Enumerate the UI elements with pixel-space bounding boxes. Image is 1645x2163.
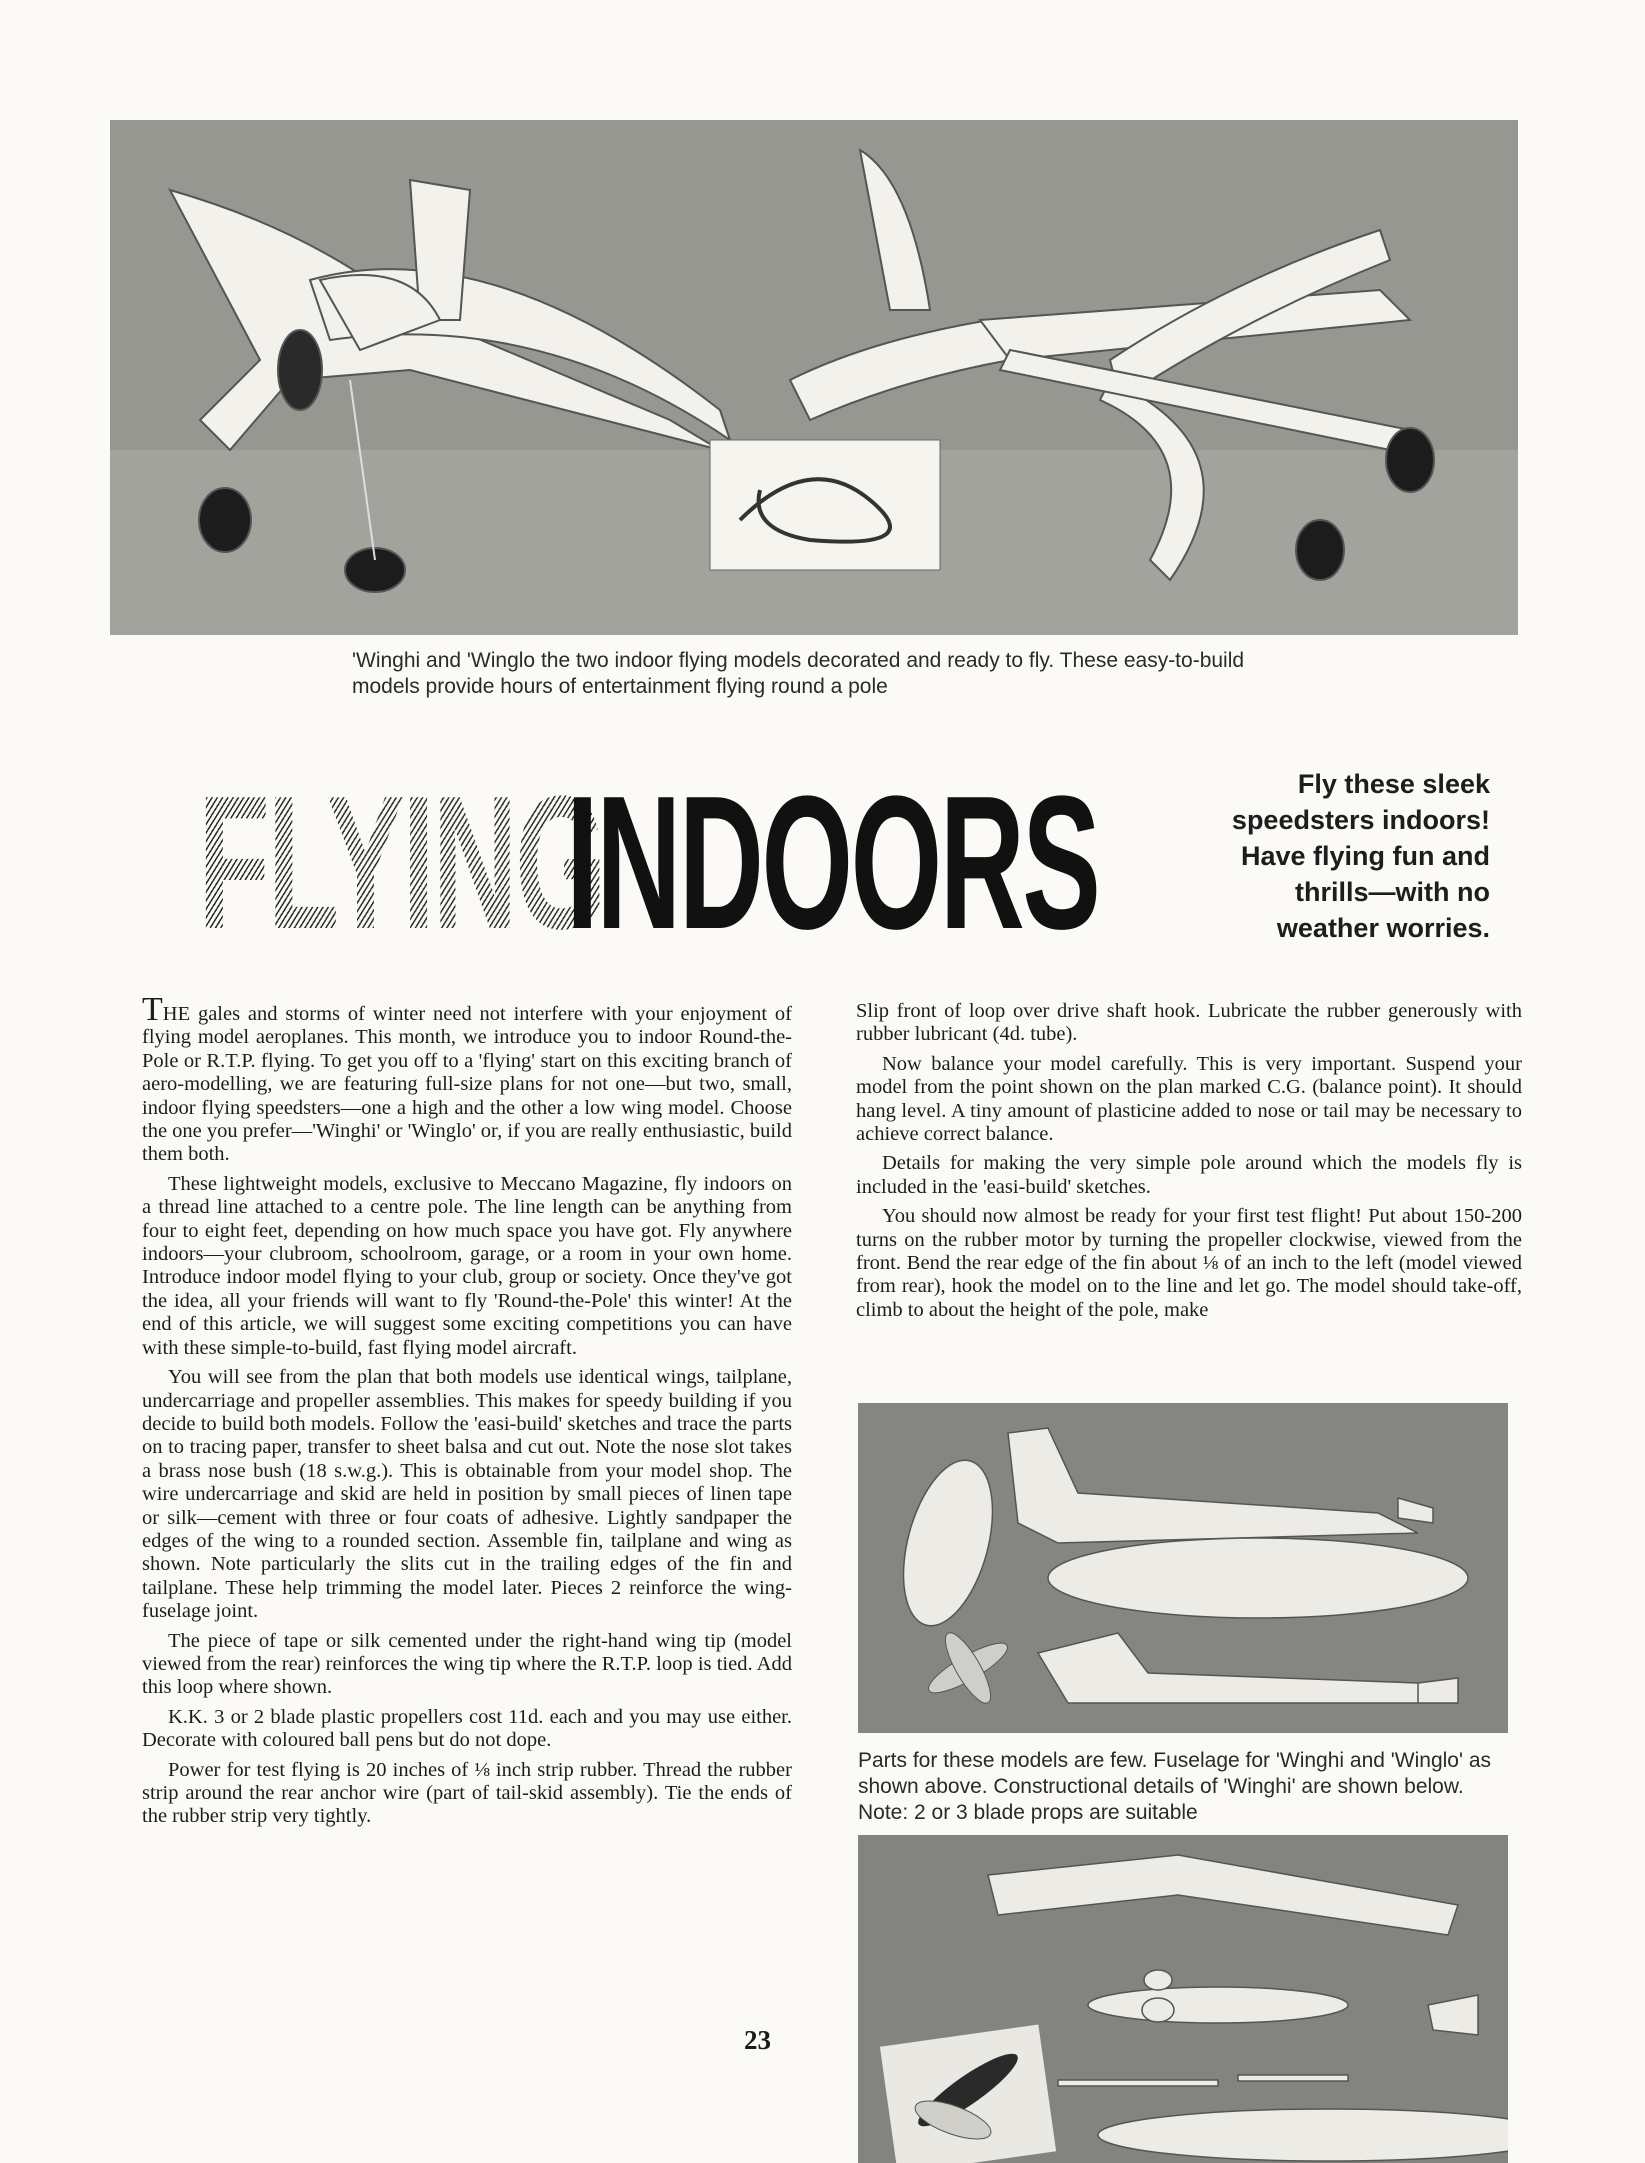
page-number: 23	[744, 2025, 771, 2055]
tagline: Fly these sleek speedsters indoors! Have flying fun and thrills—with no weather worries.	[1231, 769, 1490, 943]
paragraph: These lightweight models, exclusive to Meccano Magazine, fly indoors on a thread line attached to a centre pole. The line length can be anything from four to eight feet, depending on how much space you have got. Fly anywhere indoors—your clubroom, schoolroom, garage, or a room in your own home. Introduce indoor model flying to your club, group or society. Once they've got the idea, all your friends will want to fly 'Round-the-Pole' this winter! At the end of this article, we will suggest some exciting competitions you can have with these simple-to-build, fast flying model aircraft.	[142, 1172, 792, 1359]
paragraph: Now balance your model carefully. This is very important. Suspend your model from the point shown on the plan marked C.G. (balance point). It should hang level. A tiny amount of plasticine added to nose or tail may be necessary to achieve correct balance.	[856, 1052, 1522, 1146]
drop-cap: T	[142, 991, 163, 1028]
paragraph: You should now almost be ready for your first test flight! Put about 150-200 turns on the rubber motor by turning the propeller clockwise, viewed from the front. Bend the rear edge of the fin about ⅛ of an inch to the left (model viewed from rear), hook the model on to the line and let go. The model should take-off, climb to about the height of the pole, make	[856, 1205, 1522, 1321]
headline	[198, 757, 1099, 969]
paragraph: Details for making the very simple pole around which the models fly is included in the 'easi-build' sketches.	[856, 1152, 1522, 1198]
paragraph: Power for test flying is 20 inches of ⅛ inch strip rubber. Thread the rubber strip around the rear anchor wire (part of tail-skid assembly). Tie the ends of the rubber strip very tightly.	[142, 1758, 792, 1828]
paragraph	[142, 991, 792, 1167]
parts-photo-fuselages	[858, 1403, 1508, 1733]
headline-word-flying: FLYING	[198, 757, 605, 969]
loop-card	[710, 440, 940, 570]
parts-photo-illustration	[858, 1835, 1508, 2163]
paragraph: You will see from the plan that both models use identical wings, tailplane, undercarriage and propeller assemblies. This makes for speedy building if you decide to build both models. Follow the 'easi-build' sketches and trace the parts on to tracing paper, transfer to sheet balsa and cut out. Note the nose slot takes a brass nose bush (18 s.w.g.). This is obtainable from your model shop. The wire undercarriage and skid are held in position by small pieces of linen tape or silk—cement with three or four coats of adhesive. Lightly sandpaper the edges of the wing to a rounded section. Assemble fin, tailplane and wing as shown. Note particularly the slits cut in the trailing edges of the fin and tailplane. These help trimming the model later. Pieces 2 reinforce the wing-fuselage joint.	[142, 1366, 792, 1623]
parts-photo-illustration	[858, 1403, 1508, 1733]
right-column	[856, 1000, 1522, 1328]
paragraph: K.K. 3 or 2 blade plastic propellers cost 11d. each and you may use either. Decorate with coloured ball pens but do not dope.	[142, 1705, 792, 1752]
parts-photo-winghi	[858, 1835, 1508, 2163]
hero-photo	[110, 120, 1518, 635]
parts-caption: Parts for these models are few. Fuselage for 'Winghi and 'Winglo' as shown above. Constructional details of 'Winghi' are shown below. Note: 2 or 3 blade props are suitable	[858, 1749, 1491, 1824]
headline-word-indoors: INDOORS	[566, 757, 1099, 969]
propeller-card	[880, 2024, 1056, 2163]
paragraph-text: HE gales and storms of winter need not interfere with your enjoyment of flying model aeroplanes. This month, we introduce you to indoor Round-the-Pole or R.T.P. flying. To get you off to a 'flying' start on this exciting branch of aero-modelling, we are featuring full-size plans for not one—but two, small, indoor flying speedsters—one a high and the other a low wing model. Choose the one you prefer—'Winghi' or 'Winglo' or, if you are really enthusiastic, build them both.	[142, 1003, 792, 1166]
hero-caption: 'Winghi and 'Winglo the two indoor flying models decorated and ready to fly. These easy-to-build models provide hours of entertainment flying round a pole	[352, 649, 1245, 698]
hero-photo-illustration	[110, 120, 1518, 635]
paragraph: The piece of tape or silk cemented under the right-hand wing tip (model viewed from the rear) reinforces the wing tip where the R.T.P. loop is tied. Add this loop where shown.	[142, 1629, 792, 1699]
paragraph: Slip front of loop over drive shaft hook. Lubricate the rubber generously with rubber lubricant (4d. tube).	[856, 1000, 1522, 1046]
left-column	[142, 991, 792, 1835]
